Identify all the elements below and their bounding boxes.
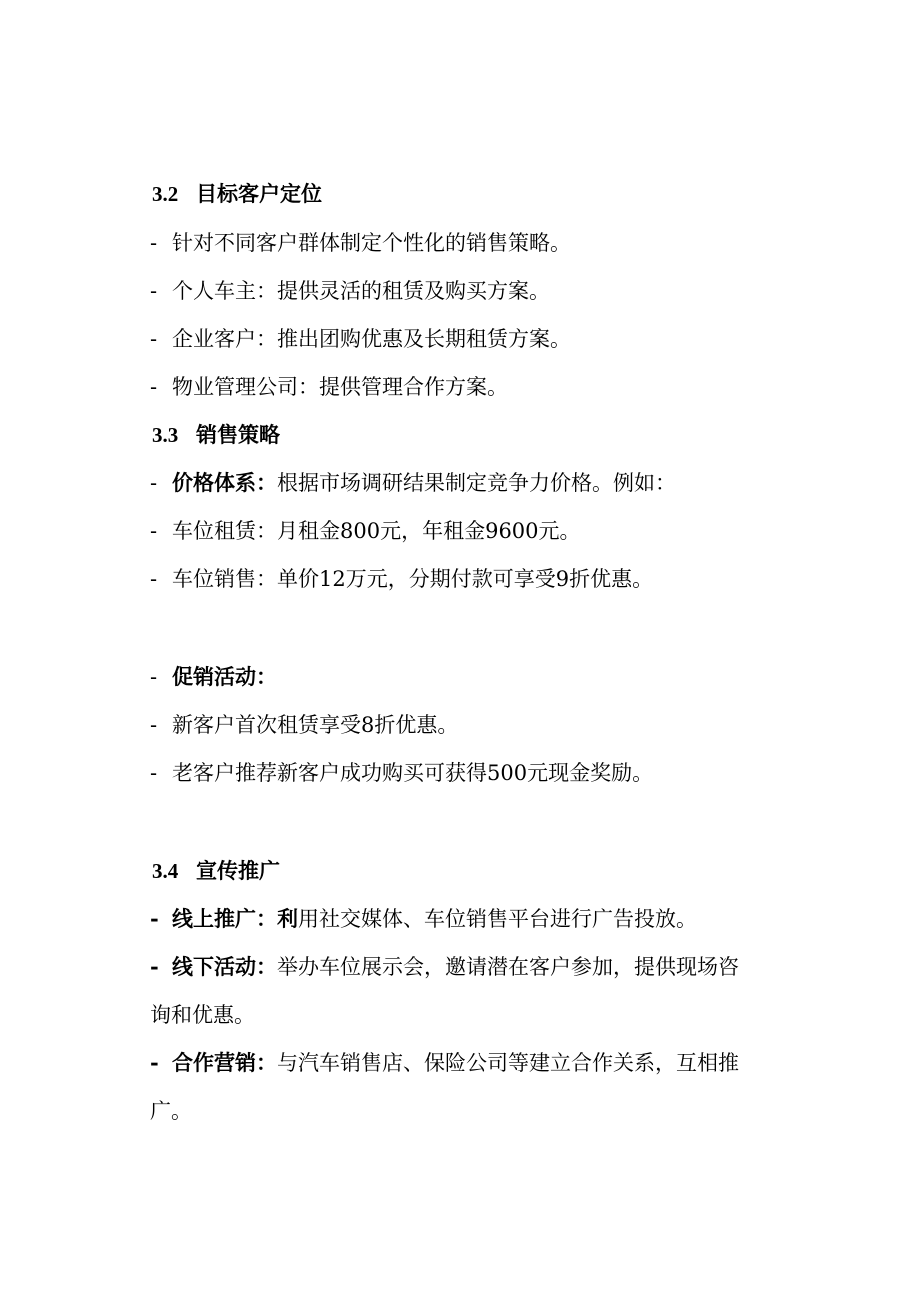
section-title: 目标客户定位 xyxy=(196,181,322,206)
offline-activity xyxy=(150,953,739,981)
list-item xyxy=(150,517,581,545)
list-item xyxy=(150,325,571,353)
offline-text-continued: 询和优惠。 xyxy=(150,1003,255,1027)
offline-label: 线下活动： xyxy=(172,954,277,979)
list-item-text: 新客户首次租赁享受8折优惠。 xyxy=(172,713,459,737)
pricing-label: 价格体系： xyxy=(172,470,277,495)
dash-marker: - xyxy=(150,375,158,399)
list-item xyxy=(150,711,458,739)
dash-marker: - xyxy=(150,471,158,495)
list-item-text: 物业管理公司：提供管理合作方案。 xyxy=(172,375,508,399)
online-lead-char: 利 xyxy=(277,906,298,931)
list-item xyxy=(150,277,550,305)
dash-marker: - xyxy=(150,519,158,543)
list-item-text: 老客户推荐新客户成功购买可获得500元现金奖励。 xyxy=(172,761,654,785)
dash-marker: - xyxy=(150,279,158,303)
section-heading-3-4 xyxy=(152,857,280,885)
dash-marker: - xyxy=(150,231,158,255)
dash-marker: - xyxy=(150,327,158,351)
list-item xyxy=(150,229,571,257)
list-item xyxy=(150,373,508,401)
partner-label: 合作营销： xyxy=(172,1050,277,1075)
dash-marker: - xyxy=(150,1050,159,1075)
partner-marketing-continued xyxy=(150,1097,192,1125)
section-title: 宣传推广 xyxy=(196,858,280,883)
section-title: 销售策略 xyxy=(196,422,280,447)
promotion-heading xyxy=(150,663,277,691)
list-item-text: 企业客户：推出团购优惠及长期租赁方案。 xyxy=(172,327,571,351)
list-item xyxy=(150,759,653,787)
pricing-text: 根据市场调研结果制定竞争力价格。例如： xyxy=(277,471,676,495)
section-number: 3.3 xyxy=(152,423,179,447)
list-item xyxy=(150,565,653,593)
partner-text: 与汽车销售店、保险公司等建立合作关系，互相推 xyxy=(277,1051,739,1075)
list-item-text: 车位销售：单价12万元，分期付款可享受9折优惠。 xyxy=(172,567,654,591)
section-number: 3.2 xyxy=(152,182,179,206)
partner-marketing xyxy=(150,1049,739,1077)
partner-text-continued: 广。 xyxy=(150,1099,192,1123)
dash-marker: - xyxy=(150,954,159,979)
online-label: 线上推广： xyxy=(172,906,277,931)
offline-activity-continued xyxy=(150,1001,255,1029)
dash-marker: - xyxy=(150,713,158,737)
promotion-label: 促销活动： xyxy=(172,664,277,689)
online-text: 用社交媒体、车位销售平台进行广告投放。 xyxy=(298,907,697,931)
pricing-system xyxy=(150,469,676,497)
list-item-text: 车位租赁：月租金800元，年租金9600元。 xyxy=(172,519,581,543)
section-heading-3-3 xyxy=(152,421,280,449)
online-promotion xyxy=(150,905,697,933)
dash-marker: - xyxy=(150,906,159,931)
offline-text: 举办车位展示会，邀请潜在客户参加，提供现场咨 xyxy=(277,955,739,979)
list-item-text: 个人车主：提供灵活的租赁及购买方案。 xyxy=(172,279,550,303)
section-number: 3.4 xyxy=(152,859,179,883)
dash-marker: - xyxy=(150,761,158,785)
section-heading-3-2 xyxy=(152,180,322,208)
dash-marker: - xyxy=(150,567,158,591)
dash-marker: - xyxy=(150,665,158,689)
list-item-text: 针对不同客户群体制定个性化的销售策略。 xyxy=(172,231,571,255)
